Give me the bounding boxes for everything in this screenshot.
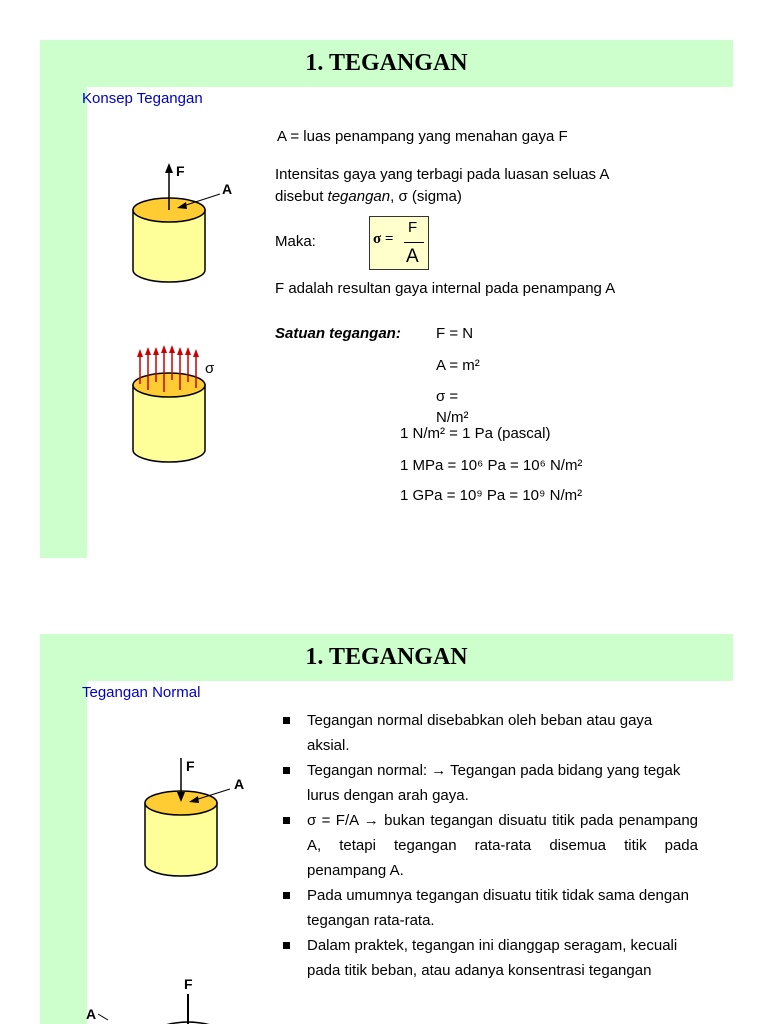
force-label-2: F — [184, 976, 193, 992]
intensity-line-1: Intensitas gaya yang terbagi pada luasan seluas A — [275, 166, 610, 183]
bullet-item: Tegangan normal disebabkan oleh beban atau gaya aksial. — [283, 708, 698, 758]
cylinder-stress-figure — [120, 340, 250, 470]
area-definition: A = luas penampang yang menahan gaya F — [277, 128, 568, 145]
sigma-label: σ — [205, 360, 215, 377]
formula-denominator: A — [406, 246, 419, 267]
area-label: A — [234, 776, 245, 792]
intensity-pre: disebut — [275, 188, 328, 205]
bullet-item: Tegangan normal: → Tegangan pada bidang yang tegak lurus dengan arah gaya. — [283, 758, 698, 808]
unit-area: A = m² — [436, 357, 480, 374]
slide-subtitle: Konsep Tegangan — [82, 90, 203, 107]
normal-stress-bullets — [283, 708, 698, 983]
bullet-item: σ = F/A → bukan tegangan disuatu titik pada penampang A, tetapi tegangan rata-rata disemua titik pada penampang A. — [283, 808, 698, 883]
units-label: Satuan tegangan: — [275, 325, 401, 342]
slide-subtitle: Tegangan Normal — [82, 684, 201, 701]
area-label-2: A — [86, 1006, 97, 1022]
bullet-item: Pada umumnya tegangan disuatu titik tidak sama dengan tegangan rata-rata. — [283, 883, 698, 933]
fraction-bar — [404, 242, 424, 243]
unit-sigma-value: N/m² — [436, 409, 469, 426]
intensity-post: , σ (sigma) — [390, 188, 462, 205]
conversion-gpa: 1 GPa = 10⁹ Pa = 10⁹ N/m² — [400, 487, 583, 504]
conversion-pascal: 1 N/m² = 1 Pa (pascal) — [400, 425, 551, 442]
stress-formula-box — [369, 216, 429, 270]
unit-sigma: σ = — [436, 388, 459, 405]
force-label: F — [186, 758, 195, 774]
resultant-text: F adalah resultan gaya internal pada penampang A — [275, 280, 616, 297]
formula-sigma: σ = — [373, 231, 394, 247]
bullet-item: Dalam praktek, tegangan ini dianggap seragam, kecuali pada titik beban, atau adanya konsentrasi tegangan — [283, 933, 698, 983]
unit-force: F = N — [436, 325, 474, 342]
slide-title: 1. TEGANGAN — [305, 644, 468, 670]
force-label: F — [176, 163, 185, 179]
second-figure-partial — [90, 992, 240, 1024]
side-bar — [40, 681, 87, 1024]
side-bar — [40, 87, 87, 558]
slide-title: 1. TEGANGAN — [305, 50, 468, 76]
area-label: A — [222, 181, 233, 197]
cylinder-force-figure — [120, 160, 250, 290]
intensity-line-2 — [275, 186, 462, 208]
intensity-em: tegangan — [327, 188, 391, 205]
conversion-mpa: 1 MPa = 10⁶ Pa = 10⁶ N/m² — [400, 457, 583, 474]
maka-label: Maka: — [275, 233, 316, 250]
formula-numerator: F — [408, 219, 418, 236]
